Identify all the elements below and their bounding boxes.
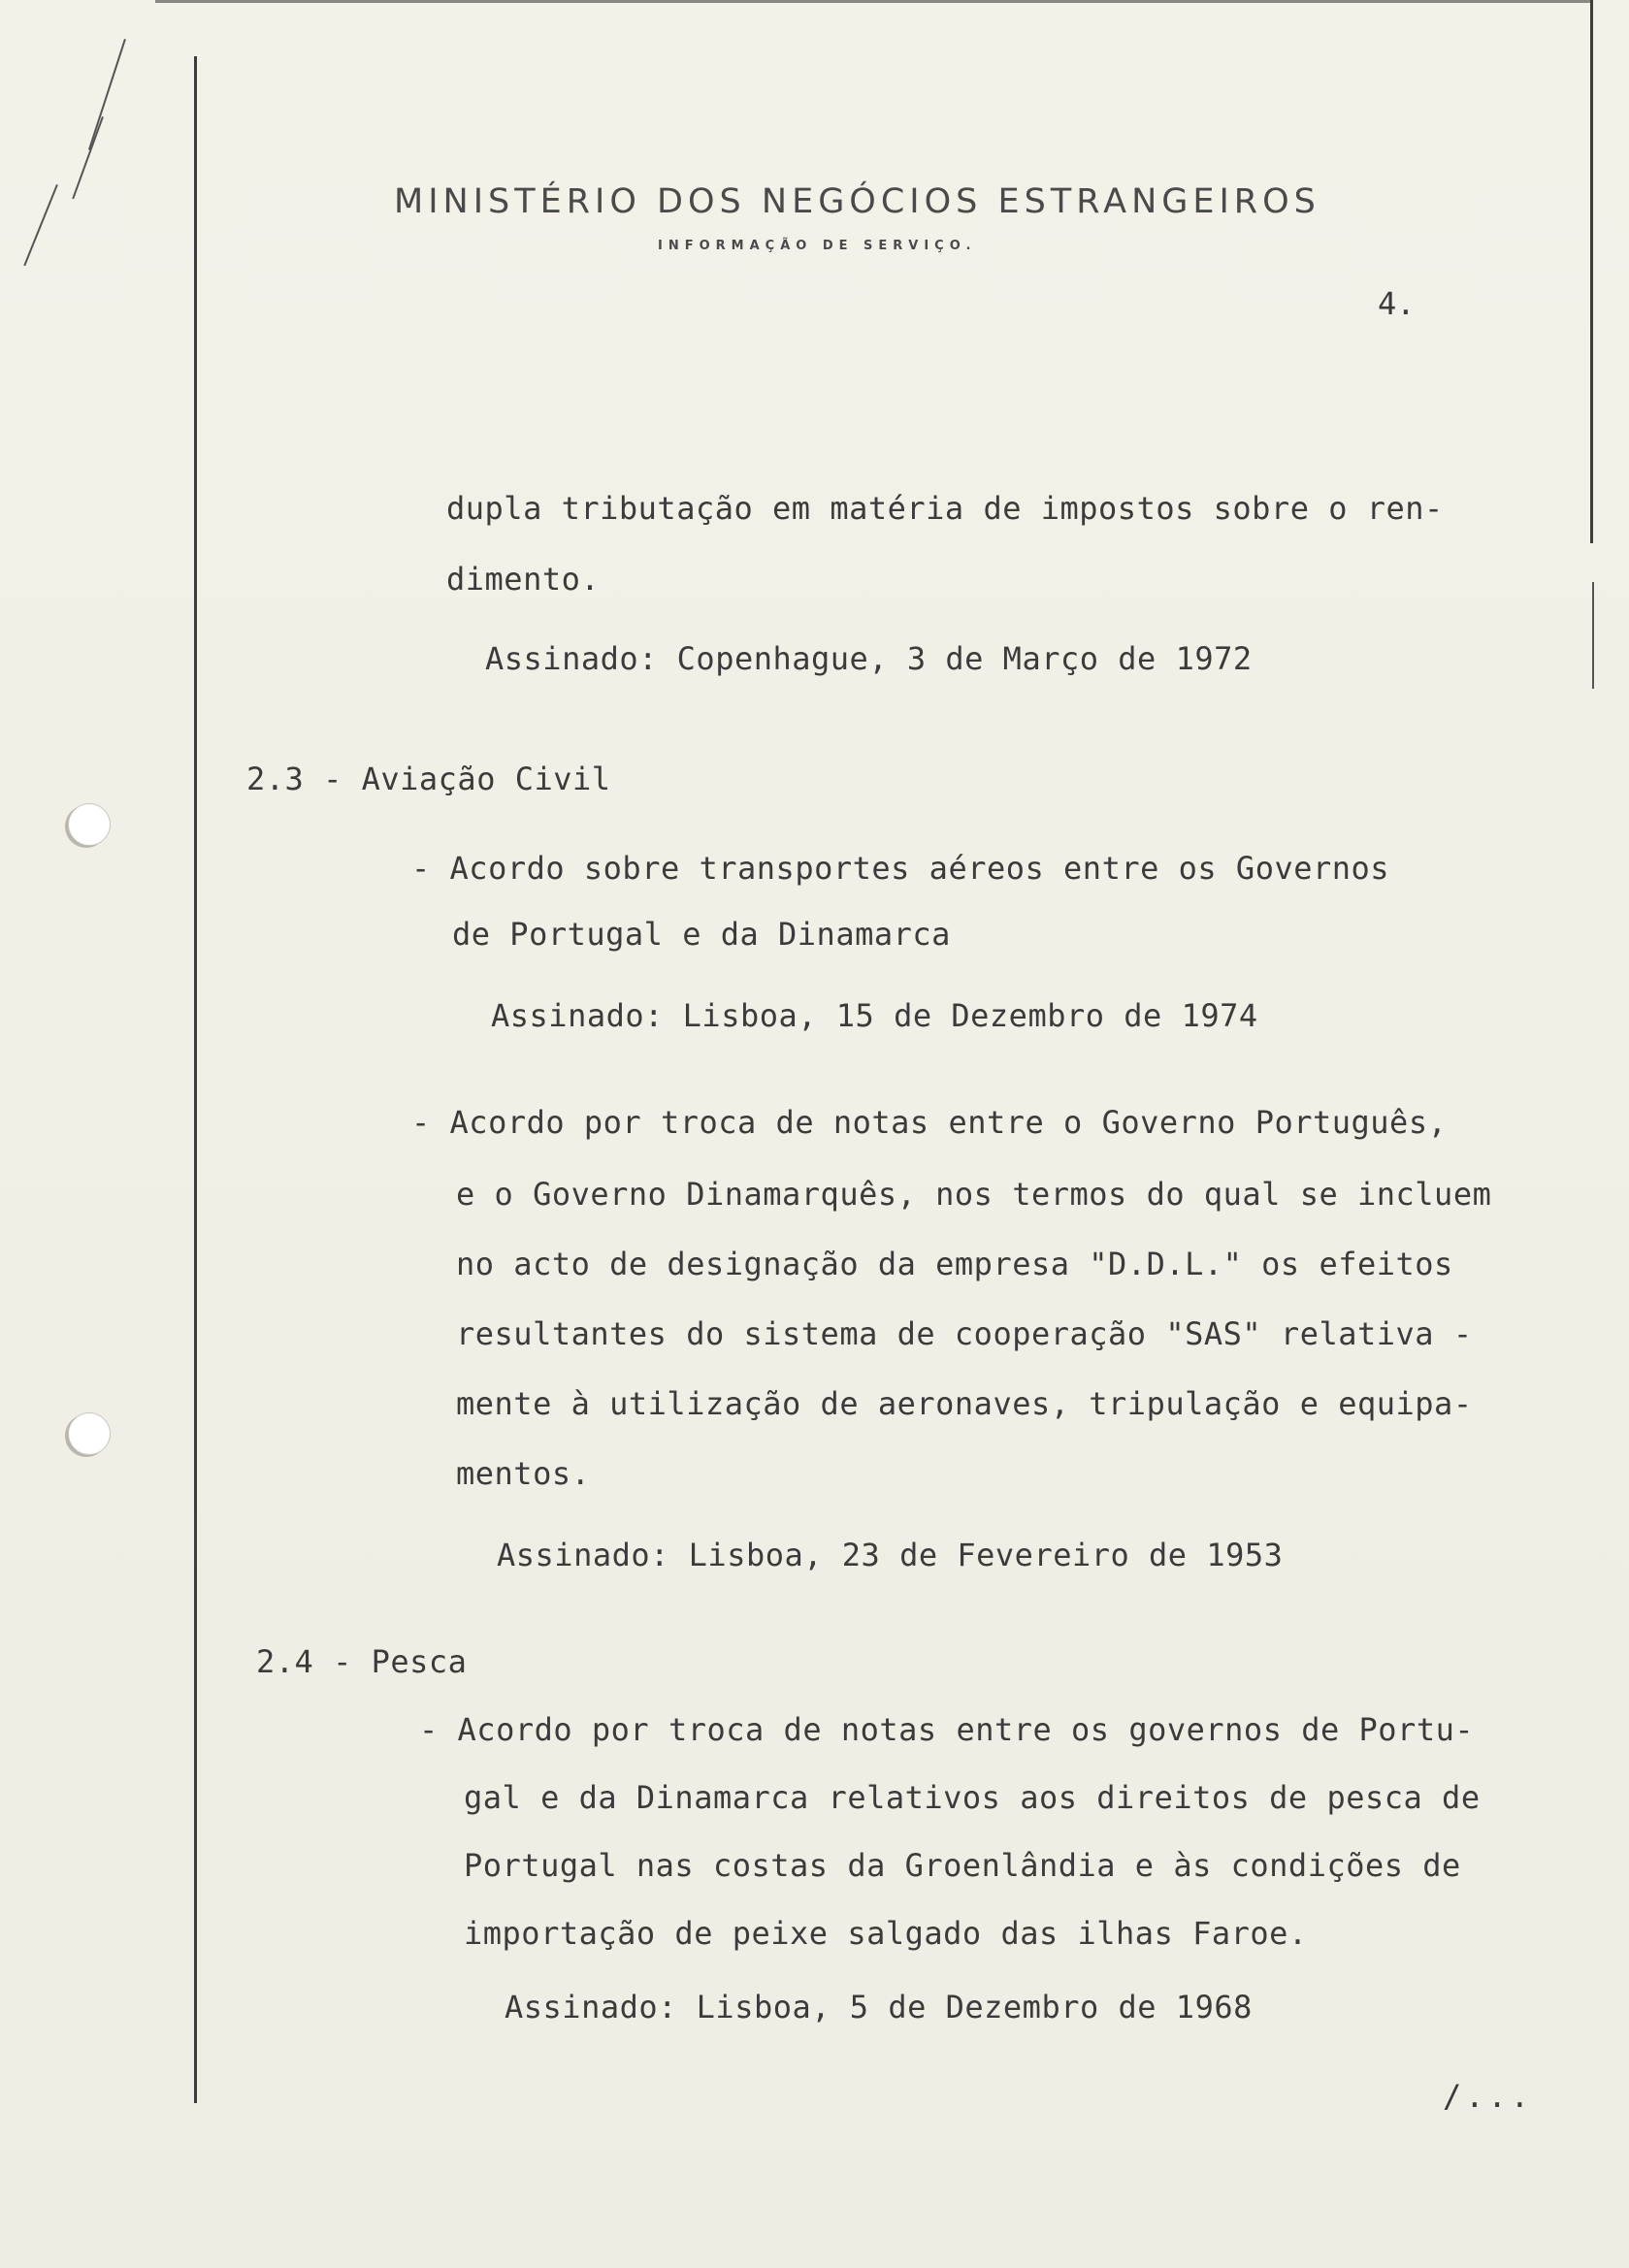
pen-scratch-mark [23,184,58,266]
text-line: gal e da Dinamarca relativos aos direitos de pesca de [464,1779,1481,1816]
punch-hole [68,1412,111,1455]
text-line: e o Governo Dinamarquês, nos termos do qual se incluem [456,1176,1492,1213]
right-margin-rule-lower [1592,582,1594,689]
letterhead-subtitle: INFORMAÇÃO DE SERVIÇO. [658,239,977,253]
signed-line: Assinado: Lisboa, 15 de Dezembro de 1974 [491,997,1258,1034]
top-edge-line [155,0,1591,3]
text-line: de Portugal e da Dinamarca [452,916,951,953]
section-heading: 2.3 - Aviação Civil [246,761,611,797]
signed-line: Assinado: Lisboa, 23 de Fevereiro de 1953 [497,1537,1284,1573]
text-line: Portugal nas costas da Groenlândia e às condições de [464,1847,1461,1884]
text-line: dupla tributação em matéria de impostos sobre o ren- [446,490,1444,527]
letterhead-title: MINISTÉRIO DOS NEGÓCIOS ESTRANGEIROS [394,182,1320,221]
text-line: no acto de designação da empresa "D.D.L." os efeitos [456,1246,1453,1282]
text-line: dimento. [446,561,601,598]
text-line: importação de peixe salgado das ilhas Faroe. [464,1915,1308,1952]
text-line: mente à utilização de aeronaves, tripulação e equipa- [456,1385,1473,1422]
text-line: resultantes do sistema de cooperação "SAS" relativa - [456,1315,1473,1352]
signed-line: Assinado: Lisboa, 5 de Dezembro de 1968 [505,1989,1253,2025]
left-margin-rule [194,56,197,2103]
signed-line: Assinado: Copenhague, 3 de Março de 1972 [485,640,1253,677]
pen-scratch-mark [88,39,126,150]
page-number: 4. [1378,285,1416,322]
right-margin-rule [1590,0,1593,543]
punch-hole [68,803,111,846]
continuation-mark: /... [1443,2078,1534,2115]
text-line: - Acordo por troca de notas entre o Governo Português, [411,1104,1448,1141]
text-line: - Acordo por troca de notas entre os governos de Portu- [419,1711,1475,1748]
section-heading: 2.4 - Pesca [256,1643,468,1680]
pen-scratch-mark [72,116,104,199]
text-line: - Acordo sobre transportes aéreos entre os Governos [411,850,1390,887]
text-line: mentos. [456,1455,591,1492]
